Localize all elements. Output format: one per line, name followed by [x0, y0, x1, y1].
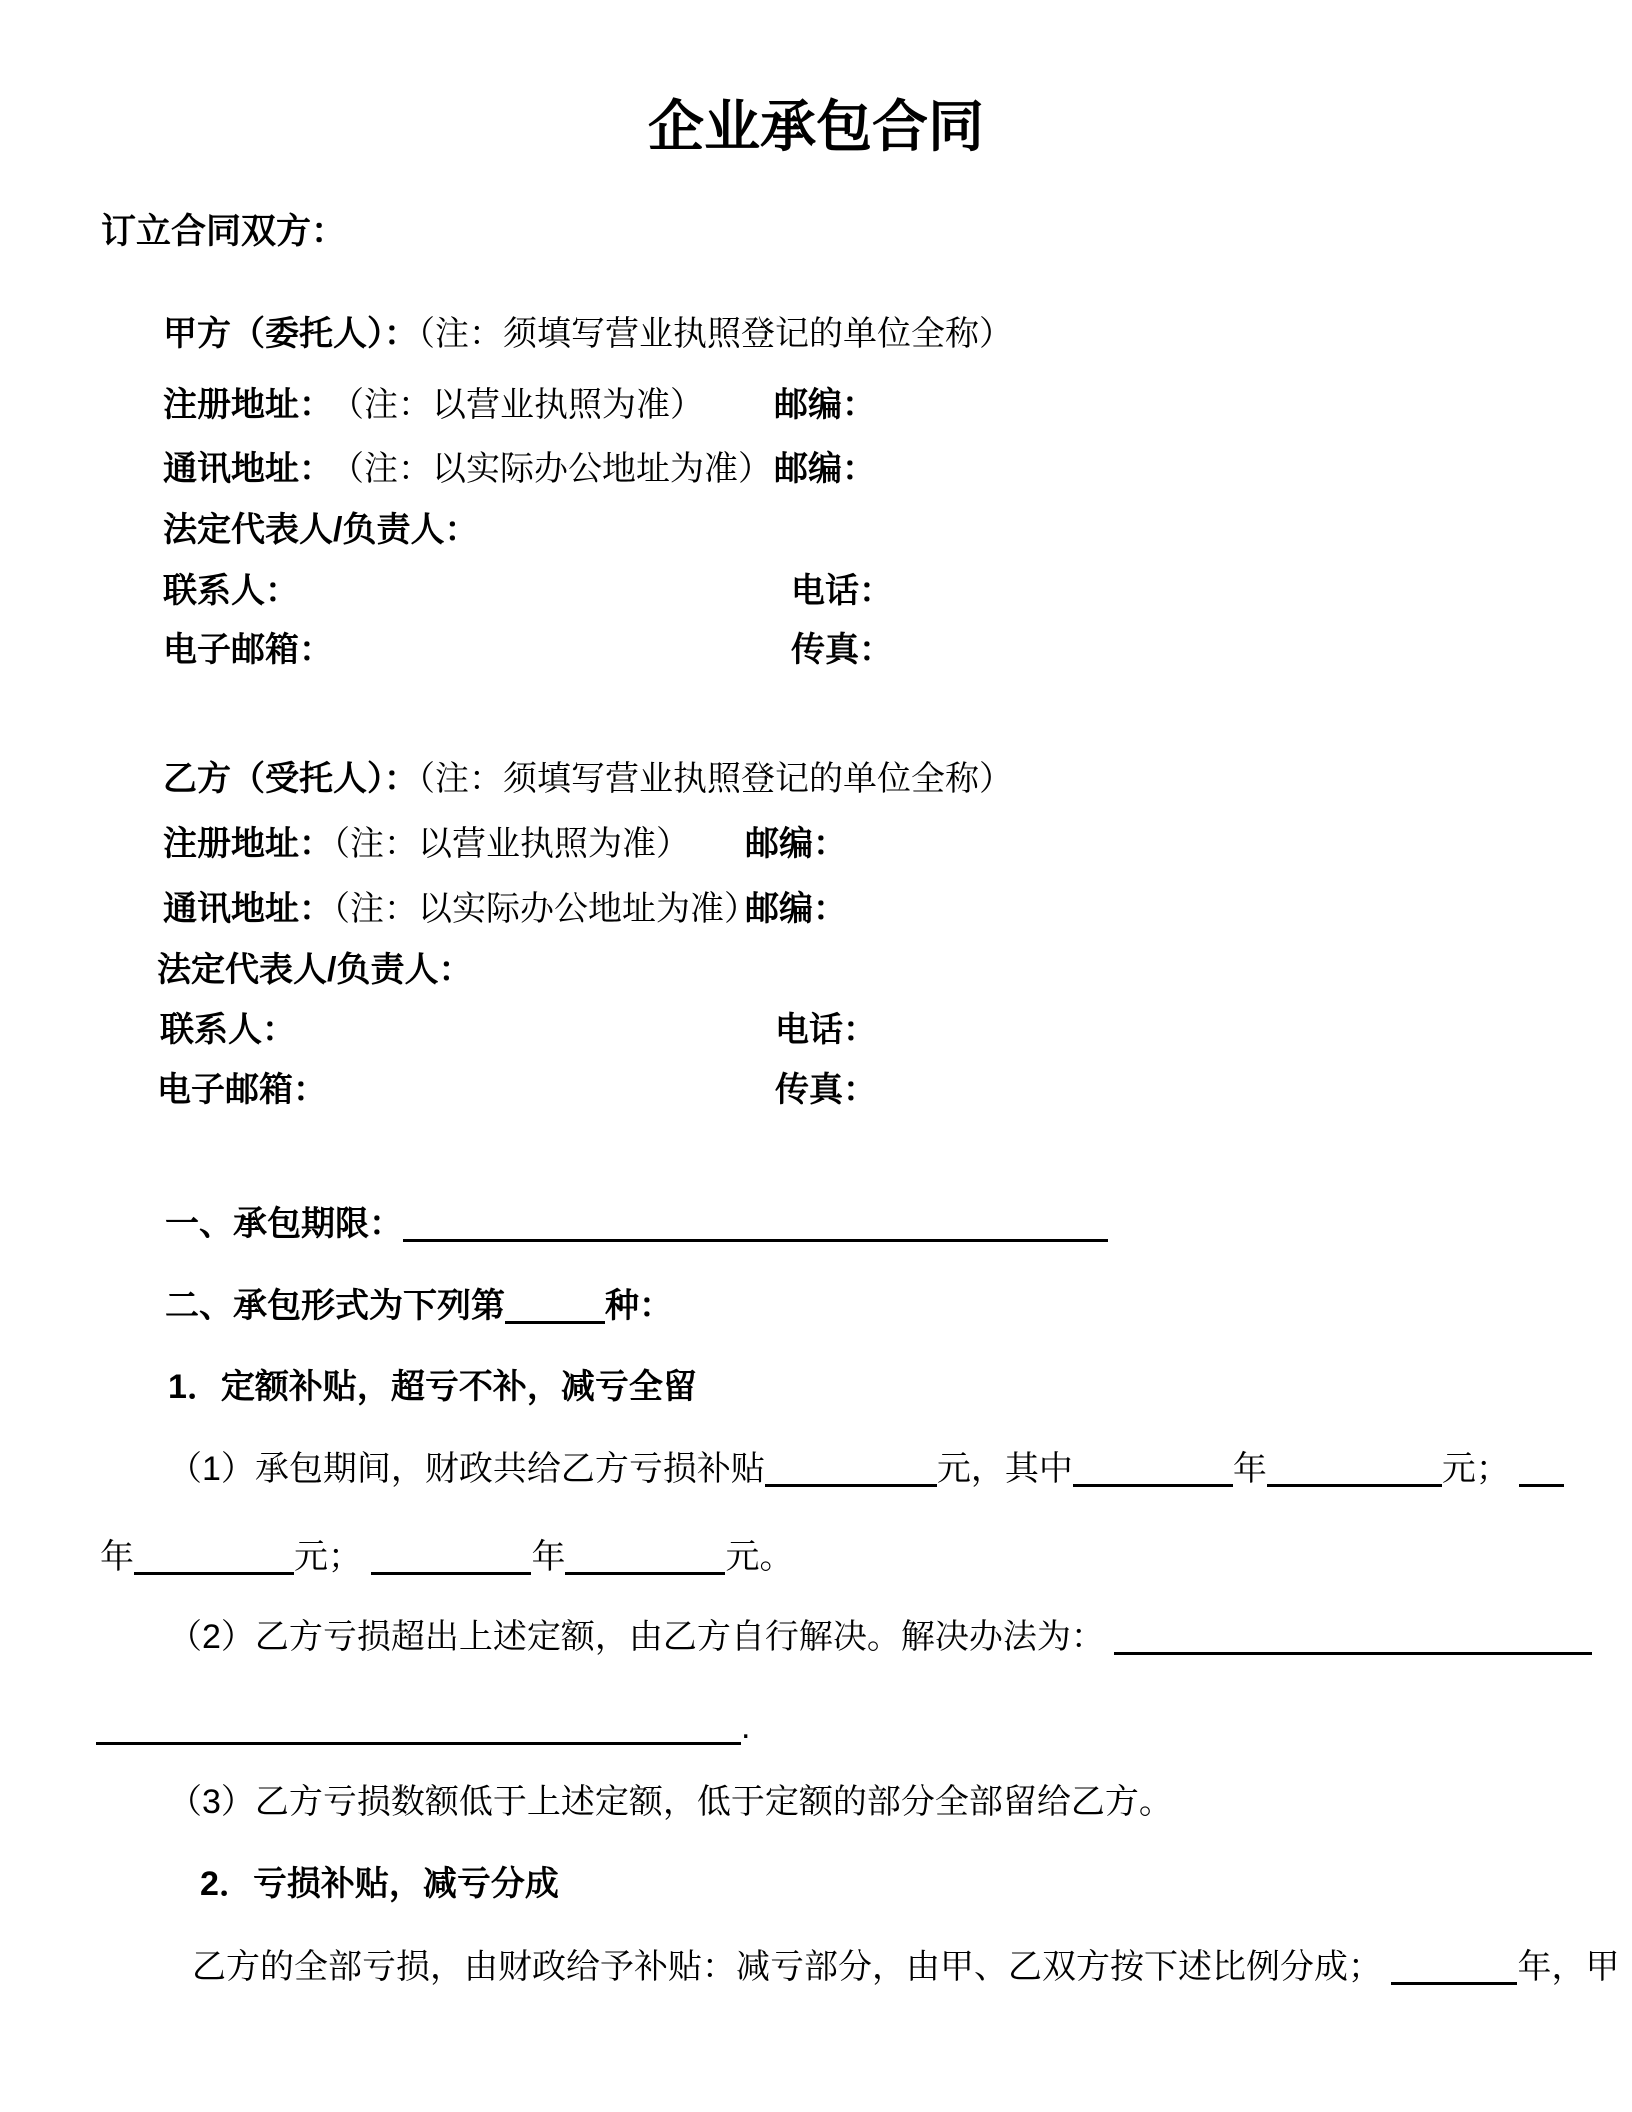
party-b-registered-label: 注册地址： — [163, 825, 333, 863]
item-2-body-seg-1: 乙方的全部亏损，由财政给予补贴：减亏部分，由甲、乙双方按下述比例分成； — [192, 1948, 1382, 1986]
item-1-sub-2-seg-1: （2）乙方亏损超出上述定额，由乙方自行解决。解决办法为： — [168, 1618, 1105, 1656]
clause-1-fill-in-blank — [403, 1205, 1108, 1242]
item-1-sub-1-blank-2 — [1073, 1450, 1233, 1487]
party-a-contact-label: 联系人： — [163, 572, 299, 610]
page-title: 企业承包合同 — [648, 95, 984, 158]
clause-1-row — [165, 1202, 1108, 1246]
party-b-contact-label: 联系人： — [160, 1011, 296, 1049]
clause-2-fill-in-blank — [505, 1287, 605, 1324]
party-b-mailing-note: （注：以实际办公地址为准） — [333, 890, 758, 928]
item-2-body-blank-1 — [1391, 1948, 1517, 1985]
item-1-sub-1-cont-blank-2 — [371, 1538, 531, 1575]
party-b-mailing-postcode-label: 邮编： — [745, 890, 847, 928]
item-1-sub-1-cont-row — [100, 1535, 793, 1579]
item-2-title: 2．亏损补贴，减亏分成 — [200, 1865, 559, 1903]
party-b-email-row — [157, 1068, 1457, 1112]
item-1-sub-1-row — [168, 1447, 1564, 1491]
party-a-heading-row — [163, 312, 1013, 356]
item-1-sub-1-seg-2: 元，其中 — [936, 1450, 1073, 1488]
party-a-registered-postcode-label: 邮编： — [774, 386, 876, 424]
party-a-legal-rep-row — [163, 508, 478, 552]
item-1-sub-2-blank-1 — [1114, 1618, 1592, 1655]
item-1-title-row — [168, 1365, 697, 1409]
party-a-registered-row — [163, 383, 1463, 427]
item-1-sub-3-text: （3）乙方亏损数额低于上述定额，低于定额的部分全部留给乙方。 — [168, 1783, 1173, 1821]
item-1-sub-2-row — [168, 1615, 1592, 1659]
item-1-sub-3-row — [168, 1780, 1173, 1824]
item-1-sub-1-cont-seg-3: 年 — [531, 1538, 566, 1576]
party-a-legal-rep-label: 法定代表人/负责人： — [163, 511, 479, 549]
item-1-sub-1-cont-seg-4: 元。 — [725, 1538, 794, 1576]
party-b-registered-postcode-label: 邮编： — [745, 825, 847, 863]
item-1-sub-1-seg-3: 年 — [1232, 1450, 1267, 1488]
item-1-sub-2-cont-period: . — [741, 1708, 751, 1746]
party-a-label: 甲方（委托人）： — [163, 315, 418, 353]
party-b-label: 乙方（受托人）： — [163, 760, 418, 798]
party-a-email-row — [163, 628, 1463, 672]
party-a-mailing-note: （注：以实际办公地址为准） — [347, 450, 772, 488]
item-1-sub-2-cont-row — [96, 1705, 750, 1749]
item-2-body-row — [192, 1945, 1619, 1989]
party-b-legal-rep-label: 法定代表人/负责人： — [157, 951, 473, 989]
party-b-fax-label: 传真： — [775, 1071, 877, 1109]
item-1-sub-1-blank-4 — [1519, 1450, 1564, 1487]
party-b-mailing-row — [163, 887, 1463, 931]
party-b-legal-rep-row — [157, 948, 472, 992]
clause-2-text-after: 种： — [605, 1287, 673, 1325]
party-a-phone-label: 电话： — [791, 572, 893, 610]
clause-2-row — [165, 1284, 673, 1328]
item-1-sub-2-cont-blank — [96, 1708, 741, 1745]
party-a-heading-note: （注：须填写营业执照登记的单位全称） — [418, 315, 1013, 353]
party-b-contact-row — [160, 1008, 1460, 1052]
party-a-registered-note: （注：以营业执照为准） — [347, 386, 704, 424]
item-2-title-row — [200, 1862, 559, 1906]
party-a-mailing-label: 通讯地址： — [163, 450, 333, 488]
party-a-contact-row — [163, 569, 1463, 613]
item-1-sub-1-cont-seg-1: 年 — [100, 1538, 134, 1576]
item-1-sub-1-seg-1: （1）承包期间，财政共给乙方亏损补贴 — [168, 1450, 765, 1488]
clause-1-label: 一、承包期限： — [165, 1205, 403, 1243]
party-a-email-label: 电子邮箱： — [163, 631, 333, 669]
item-1-sub-1-cont-blank-3 — [565, 1538, 725, 1575]
intro-heading: 订立合同双方： — [101, 212, 347, 251]
item-1-sub-1-cont-seg-2: 元； — [294, 1538, 362, 1576]
item-1-sub-1-blank-3 — [1267, 1450, 1442, 1487]
party-b-heading-note: （注：须填写营业执照登记的单位全称） — [418, 760, 1013, 798]
party-a-fax-label: 传真： — [791, 631, 893, 669]
clause-2-text-before: 二、承包形式为下列第 — [165, 1287, 505, 1325]
party-b-registered-row — [163, 822, 1463, 866]
party-b-phone-label: 电话： — [775, 1011, 877, 1049]
party-b-mailing-label: 通讯地址： — [163, 890, 333, 928]
party-b-email-label: 电子邮箱： — [157, 1071, 327, 1109]
item-1-title: 1．定额补贴，超亏不补，减亏全留 — [168, 1368, 697, 1406]
item-1-sub-1-cont-blank-1 — [134, 1538, 294, 1575]
party-a-registered-label: 注册地址： — [163, 386, 333, 424]
item-1-sub-1-seg-4: 元； — [1441, 1450, 1510, 1488]
party-a-mailing-postcode-label: 邮编： — [774, 450, 876, 488]
party-b-registered-note: （注：以营业执照为准） — [333, 825, 690, 863]
item-2-body-seg-2: 年，甲 — [1517, 1948, 1620, 1986]
item-1-sub-1-blank-1 — [765, 1450, 937, 1487]
party-a-mailing-row — [163, 447, 1463, 491]
party-b-heading-row — [163, 757, 1013, 801]
